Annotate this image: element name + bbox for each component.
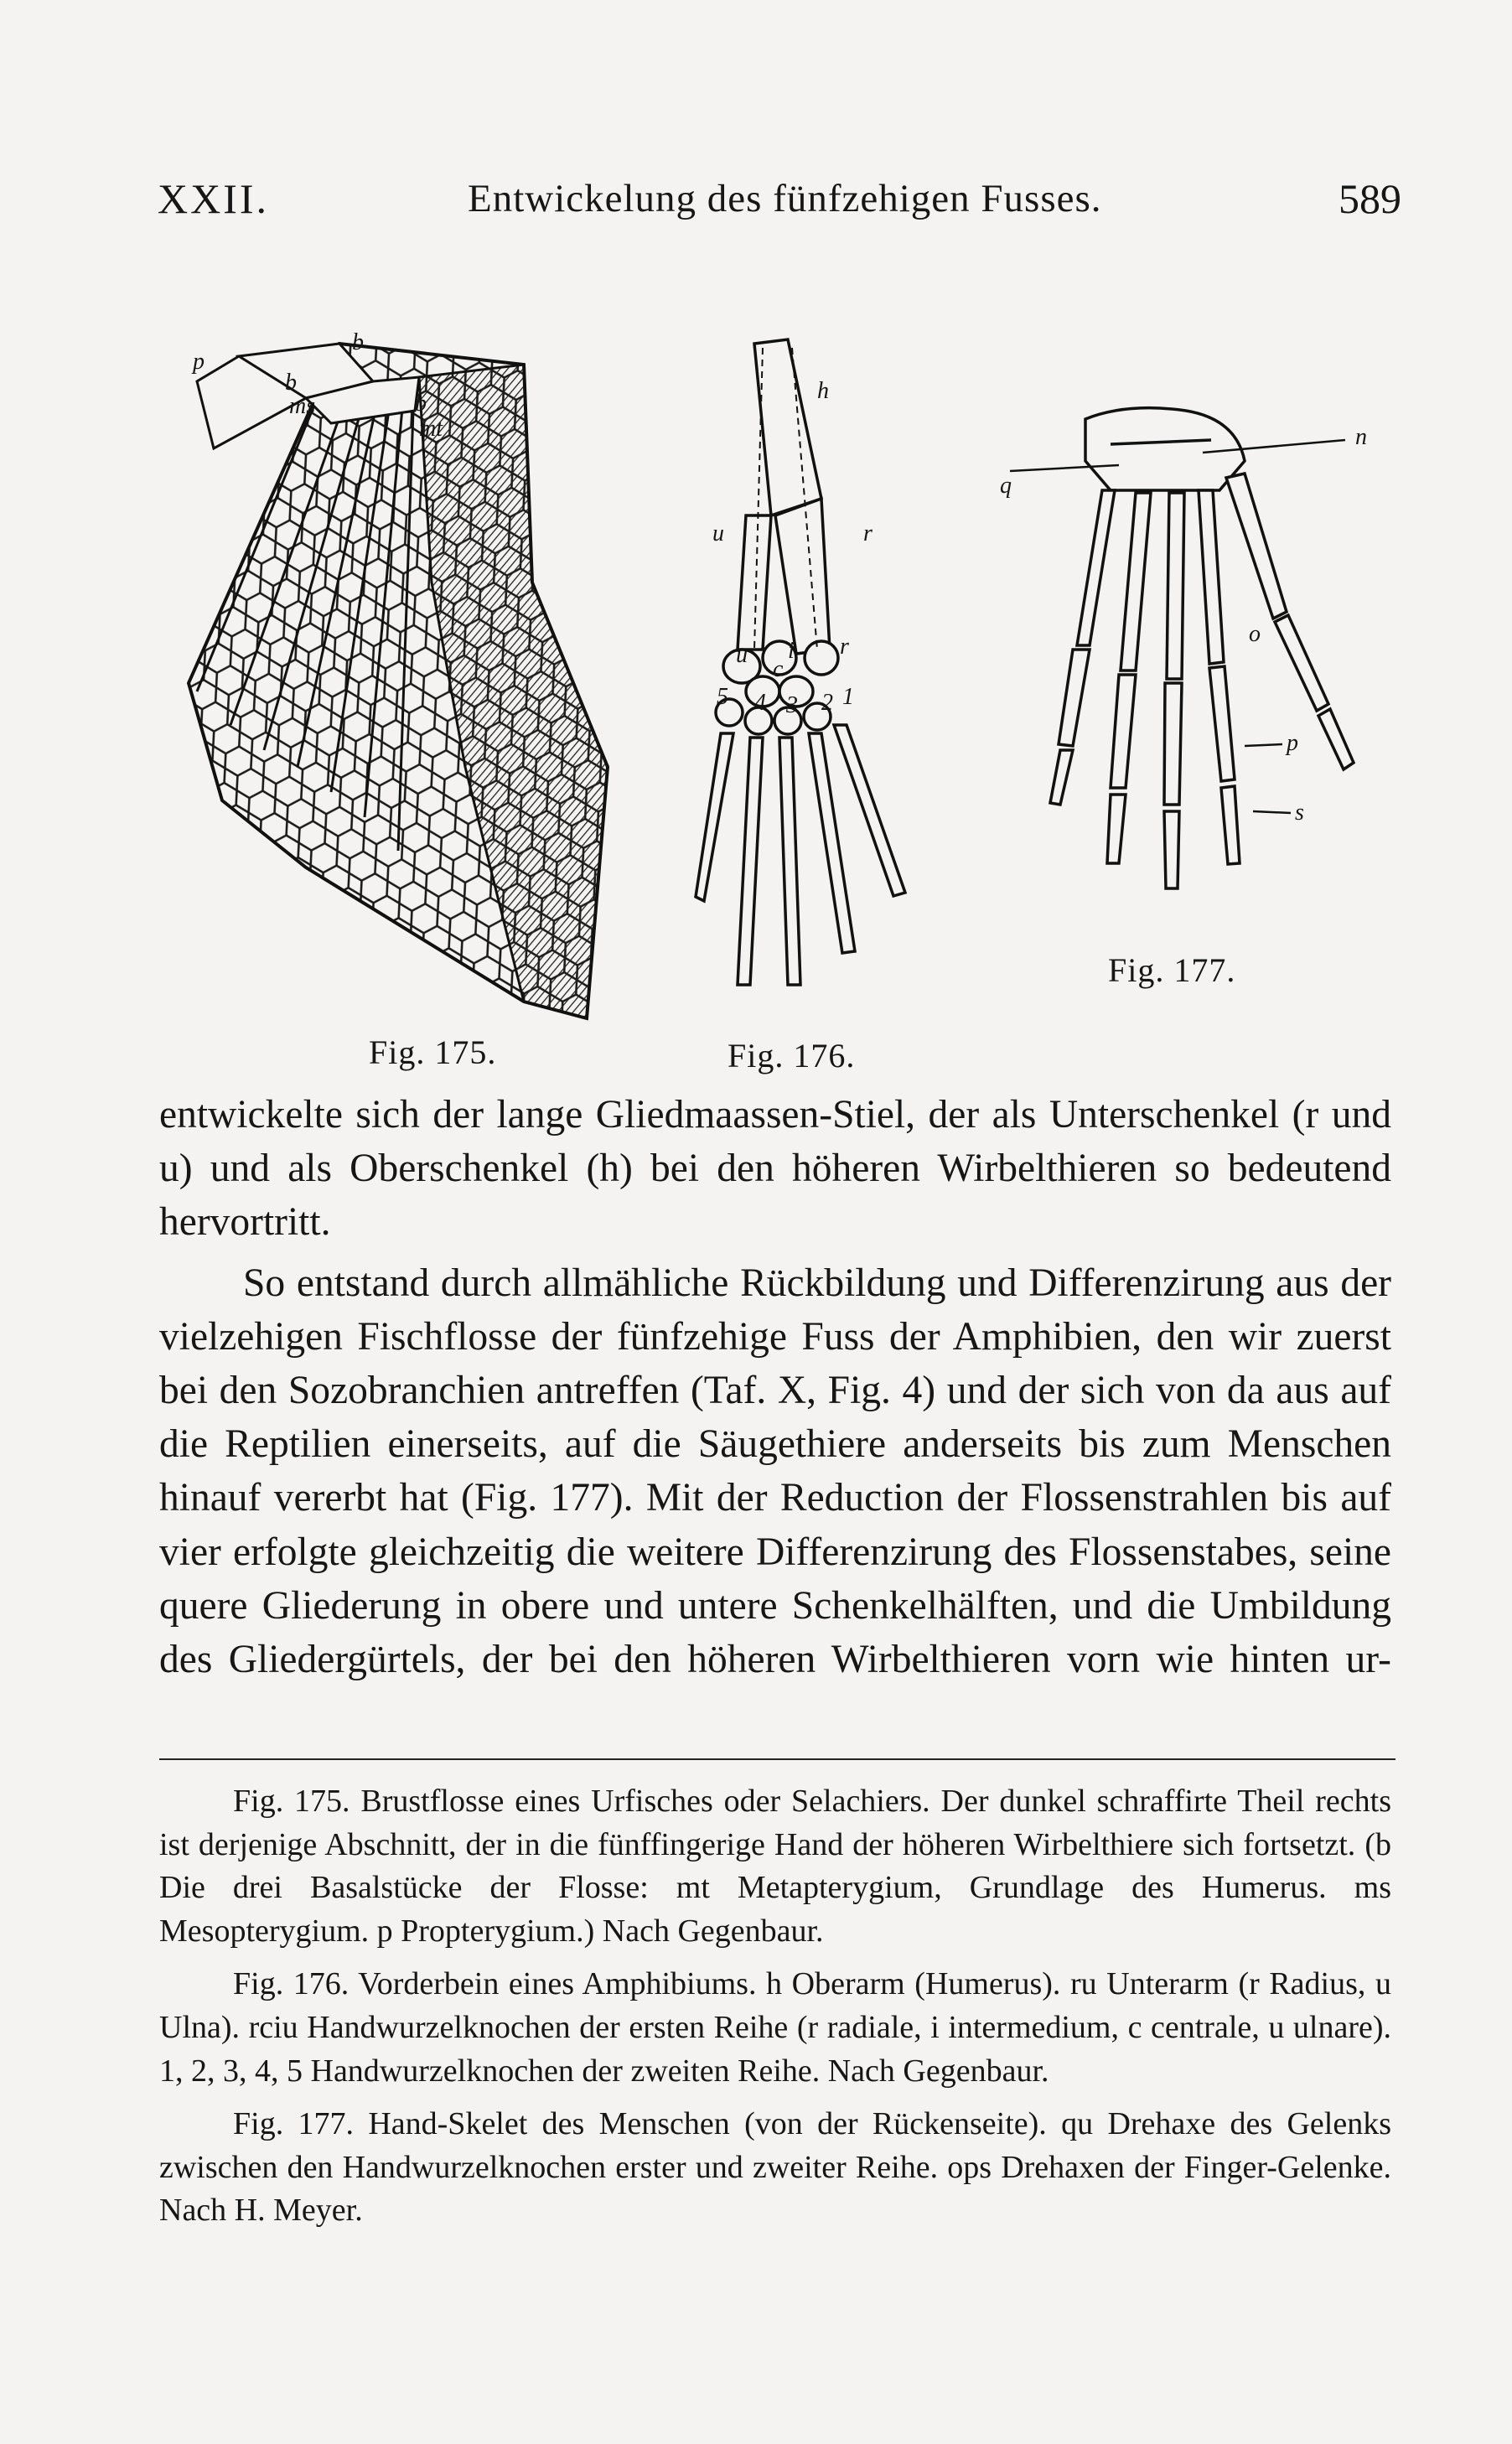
- figure-176-caption: Fig. 176.: [728, 1037, 856, 1074]
- fin-label-ms: ms: [289, 393, 316, 419]
- carpal-label-i: i: [788, 638, 795, 664]
- carpal-label-4: 4: [754, 690, 766, 716]
- fin-label-b3: b: [415, 391, 427, 417]
- hand-label-s: s: [1295, 800, 1304, 826]
- carpal-label-c: c: [773, 656, 784, 682]
- fin-label-b1: b: [352, 331, 364, 355]
- carpal-label-3: 3: [786, 692, 798, 718]
- carpal-label-2: 2: [821, 690, 833, 716]
- fin-label-b2: b: [285, 370, 297, 396]
- figure-captions: [159, 1780, 1391, 2243]
- hand-label-o: o: [1249, 621, 1261, 647]
- carpal-label-r: r: [840, 634, 849, 660]
- running-header: [158, 174, 1401, 233]
- fin-label-p: p: [193, 349, 205, 375]
- figure-175-caption: Fig. 175.: [369, 1033, 497, 1071]
- running-title: Entwickelung des fünfzehigen Fusses.: [468, 177, 1102, 220]
- fin-label-mt: mt: [419, 416, 443, 442]
- body-paragraph-2: So entstand durch allmähliche Rückbildung und Differenzirung aus der vielzehigen Fischflosse der fünfzehige Fuss der Amphibien, den wir zuerst bei den Sozobranchien antreffen (Taf. X, Fig. 4) und der sich von da aus auf die Reptilien einerseits, auf die Säugethiere anderseits bis zum Menschen hinauf vererbt hat (Fig. 177). Mit der Reduction der Flossenstrahlen bis auf vier erfolgte gleichzeitig die weitere Differenzirung des Flossenstabes, seine quere Gliederung in obere und untere Schenkelhälften, und die Umbildung des Gliedergürtels, der bei den höheren Wirbelthieren vorn wie hinten ur-: [159, 1261, 1391, 1682]
- footnote-fig-176: Fig. 176. Vorderbein eines Amphibiums. h Oberarm (Humerus). ru Unterarm (r Radius, u Ulna). rciu Handwurzelknochen der ersten Reihe (r radiale, i intermedium, c centrale, u ulnare). 1, 2, 3, 4, 5 Handwurzelknochen der zweiten Reihe. Nach Gegenbaur.: [159, 1966, 1391, 2089]
- hand-label-p: p: [1287, 730, 1298, 756]
- footnote-fig-177: Fig. 177. Hand-Skelet des Menschen (von der Rückenseite). qu Drehaxe des Gelenks zwischen den Handwurzelknochen erster und zweiter Reihe. ops Drehaxen der Finger-Gelenke. Nach H. Meyer.: [159, 2106, 1391, 2229]
- figure-176-amphibian-limb: [662, 314, 930, 1018]
- limb-label-h: h: [817, 378, 829, 404]
- body-paragraph-1: entwickelte sich der lange Gliedmaassen-Stiel, der als Unterschenkel (r und u) und als Oberschenkel (h) bei den höheren Wirbelthieren so bedeutend hervortritt.: [159, 1093, 1391, 1245]
- footnote-fig-175: Fig. 175. Brustflosse eines Urfisches oder Selachiers. Der dunkel schraffirte Theil rechts ist derjenige Abschnitt, der in die fünffingerige Hand der höheren Wirbelthiere sich fortsetzt. (b Die drei Basalstücke der Flosse: mt Metapterygium, Grundlage des Humerus. ms Mesopterygium. p Propterygium.) Nach Gegenbaur.: [159, 1784, 1391, 1949]
- limb-label-u: u: [712, 520, 724, 546]
- figure-175-fish-fin: [163, 331, 633, 1027]
- hand-label-q: q: [1000, 473, 1012, 499]
- figure-177-caption: Fig. 177.: [1108, 951, 1236, 989]
- carpal-label-5: 5: [717, 684, 728, 710]
- footnote-rule: [159, 1758, 1395, 1760]
- figure-177-hand-skeleton: [993, 394, 1387, 930]
- carpal-label-1: 1: [842, 684, 854, 710]
- limb-label-r: r: [863, 520, 873, 546]
- carpal-label-u: u: [736, 642, 748, 668]
- page-number: 589: [1339, 175, 1401, 222]
- chapter-number: XXII.: [158, 175, 270, 222]
- hand-label-n: n: [1355, 424, 1367, 450]
- body-text: [159, 1088, 1391, 1686]
